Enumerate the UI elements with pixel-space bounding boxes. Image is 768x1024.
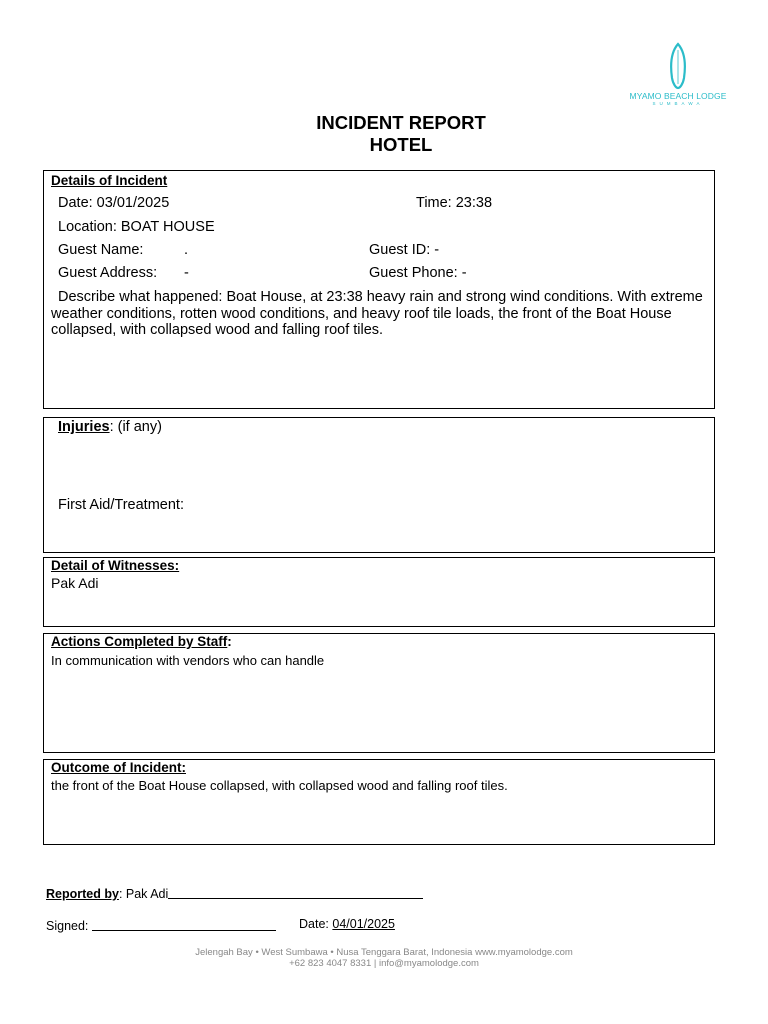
- incident-location: Location: BOAT HOUSE: [58, 219, 215, 235]
- signed-date-label: Date:: [299, 917, 329, 931]
- logo-name: MYAMO BEACH LODGE: [629, 91, 727, 101]
- injuries-heading: Injuries: [58, 419, 110, 435]
- incident-date: Date: 03/01/2025: [58, 195, 170, 211]
- signature-line: [92, 917, 276, 931]
- footer-address: Jelengah Bay • West Sumbawa • Nusa Tenggara Barat, Indonesia www.myamolodge.com: [195, 947, 573, 958]
- guest-id: Guest ID: -: [369, 242, 440, 258]
- signed-date-row: [299, 917, 395, 931]
- surfboard-logo-icon: [668, 42, 688, 90]
- injuries-section: [43, 417, 715, 553]
- details-section: [43, 170, 715, 409]
- witnesses-section: [43, 557, 715, 627]
- footer-contact: +62 823 4047 8331 | info@myamolodge.com: [289, 958, 479, 969]
- outcome-section: [43, 759, 715, 845]
- guest-name-label: Guest Name:: [58, 242, 144, 258]
- injuries-note: : (if any): [109, 419, 162, 435]
- reported-by-value: : Pak Adi: [118, 887, 169, 901]
- signed-label: Signed:: [46, 919, 89, 933]
- guest-address-value: -: [184, 265, 189, 281]
- logo-subtitle: SUMBAWA: [652, 101, 704, 106]
- actions-heading: Actions Completed by Staff: [51, 634, 228, 649]
- reported-by-line: [168, 885, 423, 899]
- guest-address-label: Guest Address:: [58, 265, 158, 281]
- witnesses-value: Pak Adi: [51, 575, 99, 591]
- outcome-heading: Outcome of Incident:: [51, 760, 186, 775]
- witnesses-heading: Detail of Witnesses:: [51, 558, 180, 573]
- actions-section: [43, 633, 715, 753]
- incident-time: Time: 23:38: [416, 195, 493, 211]
- actions-heading-row: [51, 634, 232, 649]
- guest-name-value: .: [184, 242, 189, 258]
- injuries-heading-row: [58, 419, 162, 435]
- report-title: INCIDENT REPORT: [316, 112, 486, 133]
- actions-heading-colon: :: [227, 634, 232, 649]
- signed-date-value: 04/01/2025: [332, 917, 395, 931]
- reported-by-label: Reported by: [46, 887, 119, 901]
- reported-by-row: [46, 885, 423, 901]
- report-subtitle: HOTEL: [369, 134, 433, 155]
- guest-phone: Guest Phone: -: [369, 265, 467, 281]
- outcome-value: the front of the Boat House collapsed, with collapsed wood and falling roof tiles.: [51, 778, 508, 793]
- details-heading: Details of Incident: [51, 173, 168, 188]
- hotel-logo: [618, 42, 738, 106]
- actions-value: In communication with vendors who can handle: [51, 653, 325, 668]
- signed-row: [46, 917, 276, 933]
- incident-description: Describe what happened: Boat House, at 23:38 heavy rain and strong wind conditions. With extreme weather conditions, rotten wood conditions, and heavy roof tile loads, the front of the Boat House collapsed, with collapsed wood and falling roof tiles.: [51, 289, 703, 338]
- first-aid-label: First Aid/Treatment:: [58, 497, 184, 513]
